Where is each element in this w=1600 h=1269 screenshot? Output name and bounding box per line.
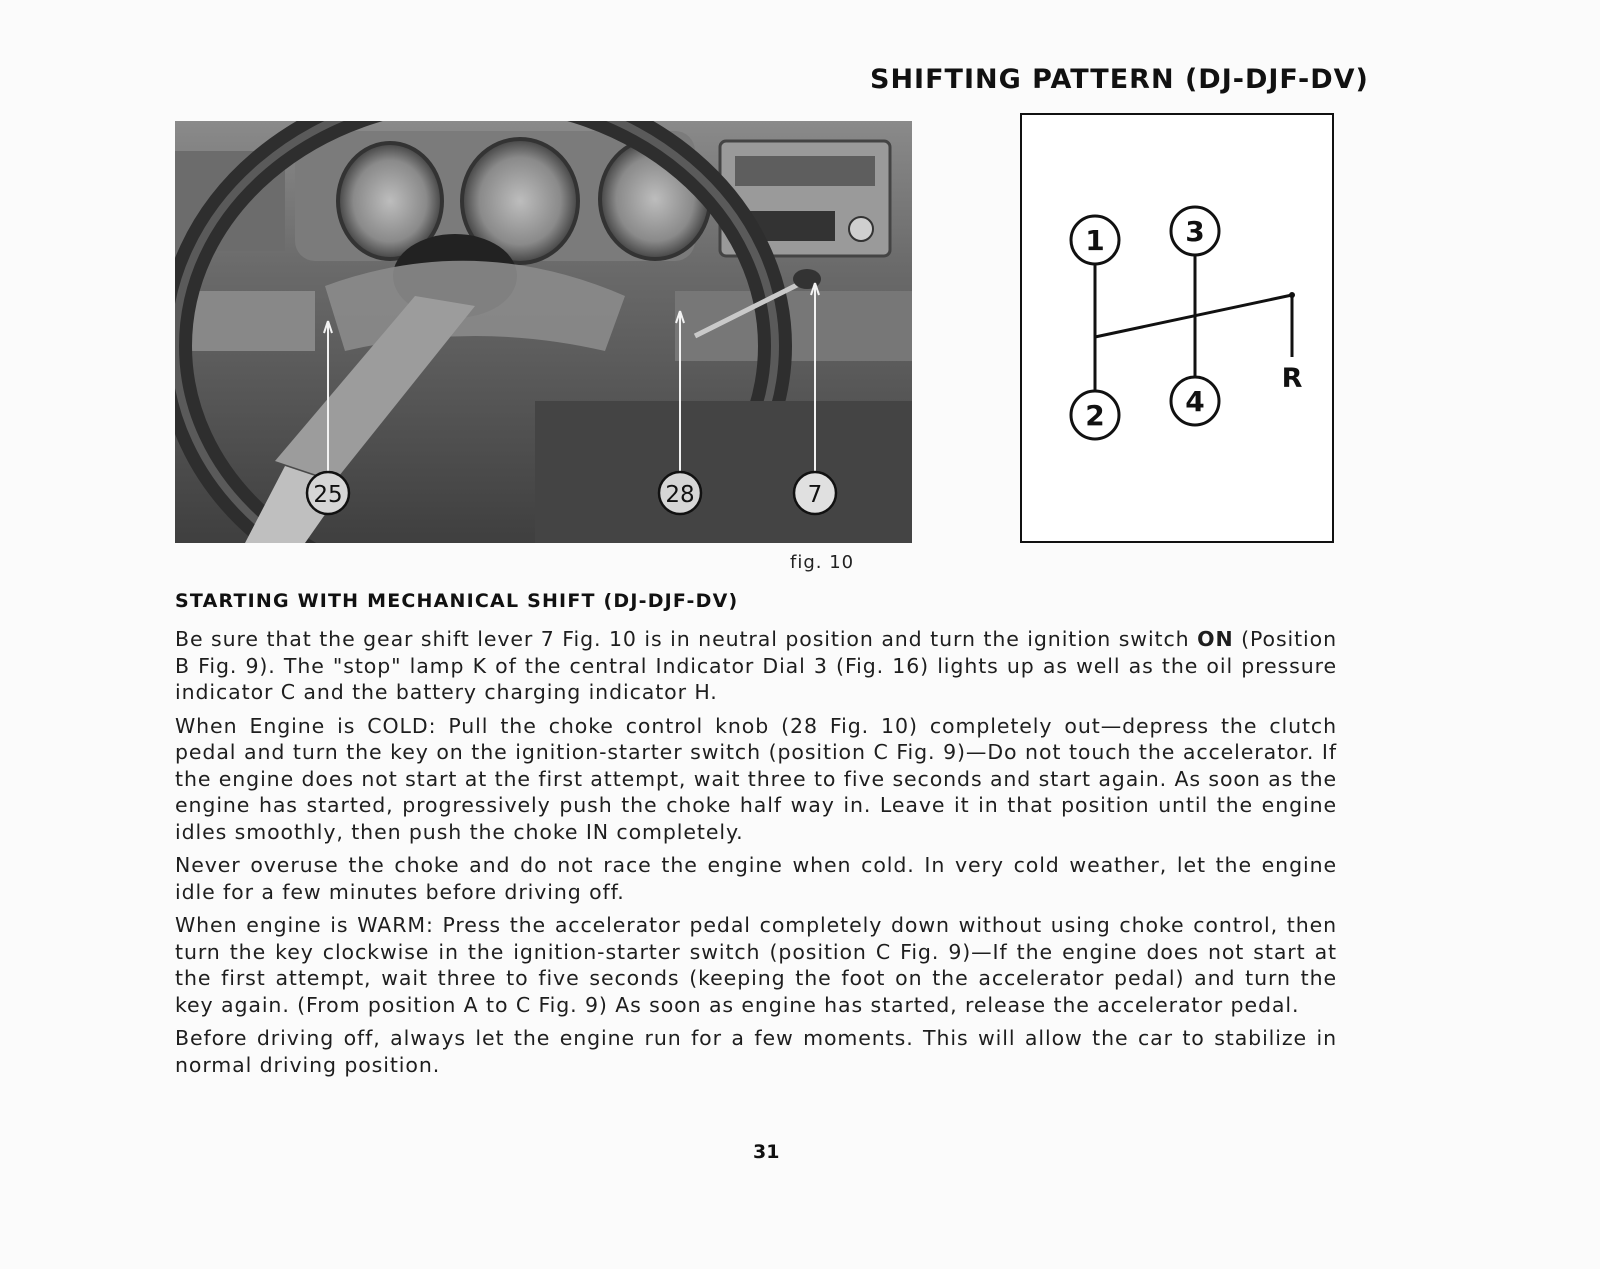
page-title: SHIFTING PATTERN (DJ-DJF-DV) bbox=[870, 64, 1369, 95]
gear-reverse-label: R bbox=[1281, 363, 1303, 394]
callout-7-label: 7 bbox=[807, 482, 823, 508]
figure-caption: fig. 10 bbox=[790, 552, 855, 573]
paragraph-2: When Engine is COLD: Pull the choke control knob (28 Fig. 10) completely out—depress the clutch pedal and turn the key on the ignition-starter switch (position C Fig. 9)—Do not touch the accelerator. If the engine does not start at the first attempt, wait three to five seconds and start again. As soon as the engine has started, progressively push the choke half way in. Leave it in that position until the engine idles smoothly, then push the choke IN completely. bbox=[175, 713, 1337, 844]
paragraph-3: Never overuse the choke and do not race the engine when cold. In very cold weather, let the engine idle for a few minutes before driving off. bbox=[175, 853, 1337, 904]
shift-pattern-diagram bbox=[1020, 113, 1334, 543]
gear-4 bbox=[1171, 377, 1219, 425]
gear-1 bbox=[1071, 216, 1119, 264]
section-title: STARTING WITH MECHANICAL SHIFT (DJ-DJF-DV) bbox=[175, 590, 739, 612]
gear-2-label: 2 bbox=[1085, 399, 1105, 432]
gear-3-label: 3 bbox=[1185, 215, 1205, 248]
on-keyword: ON bbox=[1197, 627, 1234, 651]
gear-2 bbox=[1071, 391, 1119, 439]
body-text bbox=[175, 626, 1337, 1085]
paragraph-1: Be sure that the gear shift lever 7 Fig. 10 is in neutral position and turn the ignition switch ON (Position B Fig. 9). The "stop" lamp K of the central Indicator Dial 3 (Fig. 16) lights up as well as the oil pressure indicator C and the battery charging indicator H. bbox=[175, 627, 1337, 704]
gear-3 bbox=[1171, 207, 1219, 255]
callout-28-label: 28 bbox=[665, 482, 695, 508]
paragraph-4: When engine is WARM: Press the accelerator pedal completely down without using choke control, then turn the key clockwise in the ignition-starter switch (position C Fig. 9)—If the engine does not start at the first attempt, wait three to five seconds (keeping the foot on the accelerator pedal) and turn the key again. (From position A to C Fig. 9) As soon as engine has started, release the accelerator pedal. bbox=[175, 913, 1337, 1017]
paragraph-5: Before driving off, always let the engine run for a few moments. This will allow the car to stabilize in normal driving position. bbox=[175, 1026, 1337, 1077]
gear-1-label: 1 bbox=[1085, 224, 1105, 257]
callout-25-label: 25 bbox=[313, 482, 343, 508]
gear-4-label: 4 bbox=[1185, 385, 1205, 418]
dashboard-photo bbox=[175, 121, 912, 543]
page-number: 31 bbox=[753, 1141, 780, 1163]
